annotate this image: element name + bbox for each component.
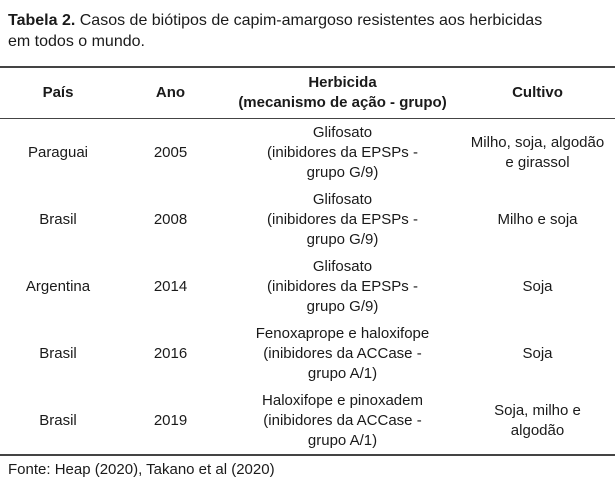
table-source: Fonte: Heap (2020), Takano et al (2020) [8, 461, 275, 478]
table-row [0, 186, 615, 253]
table-caption [8, 10, 608, 52]
cell-pais: Brasil [39, 344, 77, 362]
cell-herbicida-line: grupo G/9) [306, 163, 379, 181]
cell-herbicida-line: (inibidores da EPSPs - [267, 143, 418, 161]
header-pais: País [42, 84, 74, 101]
cell-ano: 2005 [153, 143, 188, 161]
cell-cultivo [460, 186, 615, 253]
cell-ano: 2008 [153, 210, 188, 228]
cell-cultivo-line: algodão [510, 421, 565, 439]
table-row [0, 387, 615, 455]
cell-pais: Paraguai [27, 143, 89, 161]
cell-herbicida-line: Glifosato [312, 190, 373, 208]
cell-herbicida-line: (inibidores da ACCase - [263, 344, 422, 362]
cell-pais: Brasil [39, 210, 77, 228]
cell-cultivo-line: Milho, soja, algodão [470, 133, 605, 151]
cell-herbicida-line: grupo G/9) [306, 297, 379, 315]
cell-herbicida-line: Glifosato [312, 257, 373, 275]
header-herbicida [225, 67, 460, 119]
caption-text: Casos de biótipos de capim-amargoso resistentes aos herbicidas [75, 12, 543, 29]
cell-pais: Argentina [25, 277, 91, 295]
cell-herbicida-line: (inibidores da EPSPs - [267, 277, 418, 295]
cell-ano: 2016 [153, 344, 188, 362]
table-row [0, 320, 615, 387]
cell-cultivo-line: e girassol [505, 153, 570, 171]
cell-cultivo [460, 119, 615, 187]
cell-herbicida [225, 387, 460, 455]
header-ano: Ano [155, 84, 186, 101]
cell-herbicida-line: grupo A/1) [307, 364, 378, 382]
cell-cultivo-line: Soja, milho e [494, 401, 581, 419]
cell-herbicida [225, 253, 460, 320]
header-cultivo: Cultivo [512, 84, 563, 101]
caption-text-line2: em todos o mundo. [8, 33, 145, 50]
cell-herbicida-line: Fenoxaprope e haloxifope [255, 324, 430, 342]
cell-herbicida-line: (inibidores da ACCase - [263, 411, 422, 429]
cell-herbicida-line: Glifosato [312, 123, 373, 141]
cell-herbicida [225, 320, 460, 387]
table-header-row [0, 67, 615, 119]
cell-herbicida-line: (inibidores da EPSPs - [267, 210, 418, 228]
cell-herbicida-line: Haloxifope e pinoxadem [262, 391, 423, 409]
cell-herbicida [225, 186, 460, 253]
cell-ano: 2014 [153, 277, 188, 295]
cell-cultivo-line: Soja [522, 277, 553, 295]
cell-cultivo-line: Milho e soja [497, 210, 578, 228]
table-row [0, 253, 615, 320]
herbicide-resistance-table [0, 66, 615, 456]
cell-cultivo [460, 320, 615, 387]
header-herbicida-subtitle: (mecanismo de ação - grupo) [238, 94, 447, 111]
cell-herbicida-line: grupo A/1) [307, 431, 378, 449]
header-herbicida-title: Herbicida [308, 74, 377, 91]
cell-cultivo [460, 253, 615, 320]
cell-cultivo [460, 387, 615, 455]
cell-herbicida-line: grupo G/9) [306, 230, 379, 248]
cell-ano: 2019 [153, 411, 188, 429]
cell-cultivo-line: Soja [522, 344, 553, 362]
cell-pais: Brasil [39, 411, 77, 429]
cell-herbicida [225, 119, 460, 187]
table-row [0, 119, 615, 187]
caption-label: Tabela 2. [8, 12, 76, 29]
